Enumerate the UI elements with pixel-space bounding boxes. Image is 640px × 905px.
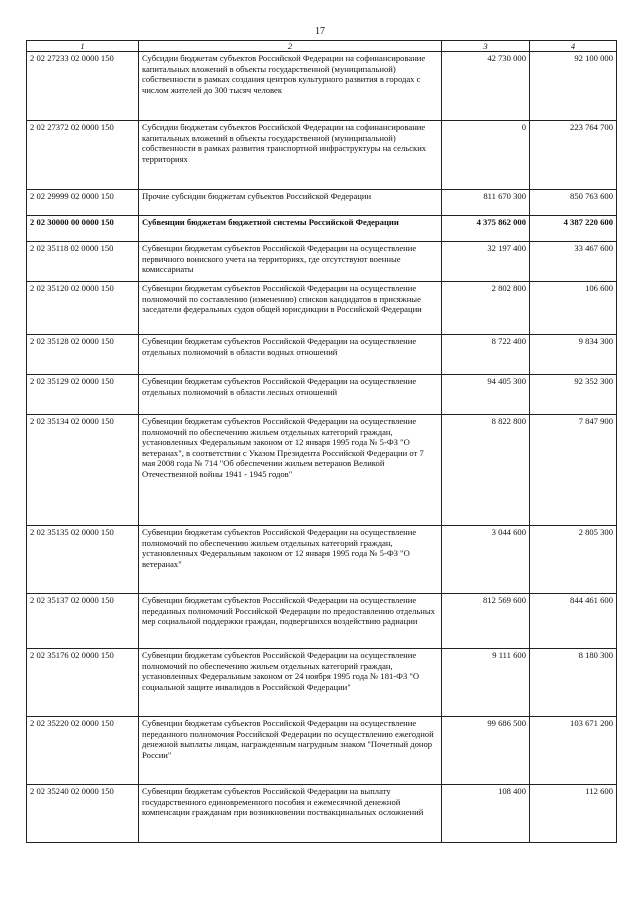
- table-row: [27, 717, 617, 785]
- header-col-1: 1: [27, 41, 139, 52]
- row-value-1: 108 400: [442, 785, 530, 843]
- row-code: 2 02 27372 02 0000 150: [27, 121, 139, 190]
- row-value-2: 8 180 300: [530, 649, 617, 717]
- row-value-2: 112 600: [530, 785, 617, 843]
- row-name: Субвенции бюджетам субъектов Российской Федерации на осуществление переданного полномочия Российской Федерации по осуществлению ежегодной денежной выплаты лицам, награжденным нагрудным знаком "Почетный донор России": [139, 717, 442, 785]
- row-code: 2 02 35129 02 0000 150: [27, 375, 139, 415]
- row-code: 2 02 27233 02 0000 150: [27, 52, 139, 121]
- row-value-1: 32 197 400: [442, 242, 530, 282]
- table-header-row: [27, 41, 617, 52]
- table-row: [27, 415, 617, 526]
- row-value-2: 2 805 300: [530, 526, 617, 594]
- row-code: 2 02 35134 02 0000 150: [27, 415, 139, 526]
- header-col-3: 3: [442, 41, 530, 52]
- row-value-2: 92 100 000: [530, 52, 617, 121]
- row-value-2: 33 467 600: [530, 242, 617, 282]
- row-name: Субвенции бюджетам субъектов Российской Федерации на осуществление полномочий по составлению (изменению) списков кандидатов в присяжные заседатели федеральных судов общей юрисдикции в Российской Федерации: [139, 282, 442, 335]
- budget-table: [26, 40, 617, 843]
- row-code: 2 02 35135 02 0000 150: [27, 526, 139, 594]
- row-code: 2 02 35120 02 0000 150: [27, 282, 139, 335]
- table-row: [27, 216, 617, 242]
- table-row: [27, 526, 617, 594]
- row-value-1: 2 802 800: [442, 282, 530, 335]
- row-code: 2 02 35240 02 0000 150: [27, 785, 139, 843]
- table-row: [27, 785, 617, 843]
- row-value-2: 106 600: [530, 282, 617, 335]
- row-name: Субвенции бюджетам субъектов Российской Федерации на осуществление полномочий по обеспечению жильем отдельных категорий граждан, установленных Федеральным законом от 12 января 1995 года № 5-ФЗ "О ветеранах": [139, 526, 442, 594]
- table-row: [27, 649, 617, 717]
- row-name: Субвенции бюджетам субъектов Российской Федерации на осуществление отдельных полномочий в области водных отношений: [139, 335, 442, 375]
- row-value-2: 92 352 300: [530, 375, 617, 415]
- row-name: Субвенции бюджетам субъектов Российской Федерации на осуществление первичного воинского учета на территориях, где отсутствуют военные комиссариаты: [139, 242, 442, 282]
- row-code: 2 02 35118 02 0000 150: [27, 242, 139, 282]
- row-value-1: 4 375 862 000: [442, 216, 530, 242]
- row-value-1: 42 730 000: [442, 52, 530, 121]
- table-row: [27, 242, 617, 282]
- row-value-1: 0: [442, 121, 530, 190]
- row-code: 2 02 29999 02 0000 150: [27, 190, 139, 216]
- row-code: 2 02 35220 02 0000 150: [27, 717, 139, 785]
- row-value-1: 99 686 500: [442, 717, 530, 785]
- row-name: Субвенции бюджетам субъектов Российской Федерации на осуществление переданных полномочий Российской Федерации по предоставлению отдельных мер социальной поддержки граждан, подвергшихся воздействию радиации: [139, 594, 442, 649]
- row-value-1: 8 722 400: [442, 335, 530, 375]
- row-name: Субвенции бюджетам бюджетной системы Российской Федерации: [139, 216, 442, 242]
- row-code: 2 02 30000 00 0000 150: [27, 216, 139, 242]
- row-value-2: 844 461 600: [530, 594, 617, 649]
- row-name: Субсидии бюджетам субъектов Российской Федерации на софинансирование капитальных вложений в объекты государственной (муниципальной) собственности в рамках развития транспортной инфраструктуры на сельских территориях: [139, 121, 442, 190]
- row-value-1: 812 569 600: [442, 594, 530, 649]
- row-value-2: 9 834 300: [530, 335, 617, 375]
- row-value-1: 9 111 600: [442, 649, 530, 717]
- row-name: Субвенции бюджетам субъектов Российской Федерации на осуществление полномочий по обеспечению жильем отдельных категорий граждан, установленных Федеральным законом от 12 января 1995 года № 5-ФЗ "О ветеранах", в соответствии с Указом Президента Российской Федерации от 7 мая 2008 года № 714 "Об обеспечении жильем ветеранов Великой Отечественной войны 1941 - 1945 годов": [139, 415, 442, 526]
- page-number: 17: [315, 26, 325, 37]
- table-row: [27, 52, 617, 121]
- table-row: [27, 190, 617, 216]
- header-col-2: 2: [139, 41, 442, 52]
- row-value-2: 850 763 600: [530, 190, 617, 216]
- row-name: Субвенции бюджетам субъектов Российской Федерации на осуществление полномочий по обеспечению жильем отдельных категорий граждан, установленных Федеральным законом от 24 ноября 1995 года № 181-ФЗ "О социальной защите инвалидов в Российской Федерации": [139, 649, 442, 717]
- row-code: 2 02 35137 02 0000 150: [27, 594, 139, 649]
- row-code: 2 02 35176 02 0000 150: [27, 649, 139, 717]
- row-value-1: 3 044 600: [442, 526, 530, 594]
- table-row: [27, 121, 617, 190]
- row-value-1: 94 405 300: [442, 375, 530, 415]
- row-value-2: 223 764 700: [530, 121, 617, 190]
- table-row: [27, 282, 617, 335]
- row-code: 2 02 35128 02 0000 150: [27, 335, 139, 375]
- row-name: Субвенции бюджетам субъектов Российской Федерации на осуществление отдельных полномочий в области лесных отношений: [139, 375, 442, 415]
- row-name: Субвенции бюджетам субъектов Российской Федерации на выплату государственного единовременного пособия и ежемесячной денежной компенсации гражданам при возникновении поствакцинальных осложнений: [139, 785, 442, 843]
- row-name: Прочие субсидии бюджетам субъектов Российской Федерации: [139, 190, 442, 216]
- table-row: [27, 375, 617, 415]
- row-name: Субсидии бюджетам субъектов Российской Федерации на софинансирование капитальных вложений в объекты государственной (муниципальной) собственности в рамках создания центров культурного развития в городах с числом жителей до 300 тысяч человек: [139, 52, 442, 121]
- row-value-2: 103 671 200: [530, 717, 617, 785]
- row-value-1: 8 822 800: [442, 415, 530, 526]
- table-row: [27, 335, 617, 375]
- row-value-1: 811 670 300: [442, 190, 530, 216]
- table-row: [27, 594, 617, 649]
- row-value-2: 7 847 900: [530, 415, 617, 526]
- row-value-2: 4 387 220 600: [530, 216, 617, 242]
- header-col-4: 4: [530, 41, 617, 52]
